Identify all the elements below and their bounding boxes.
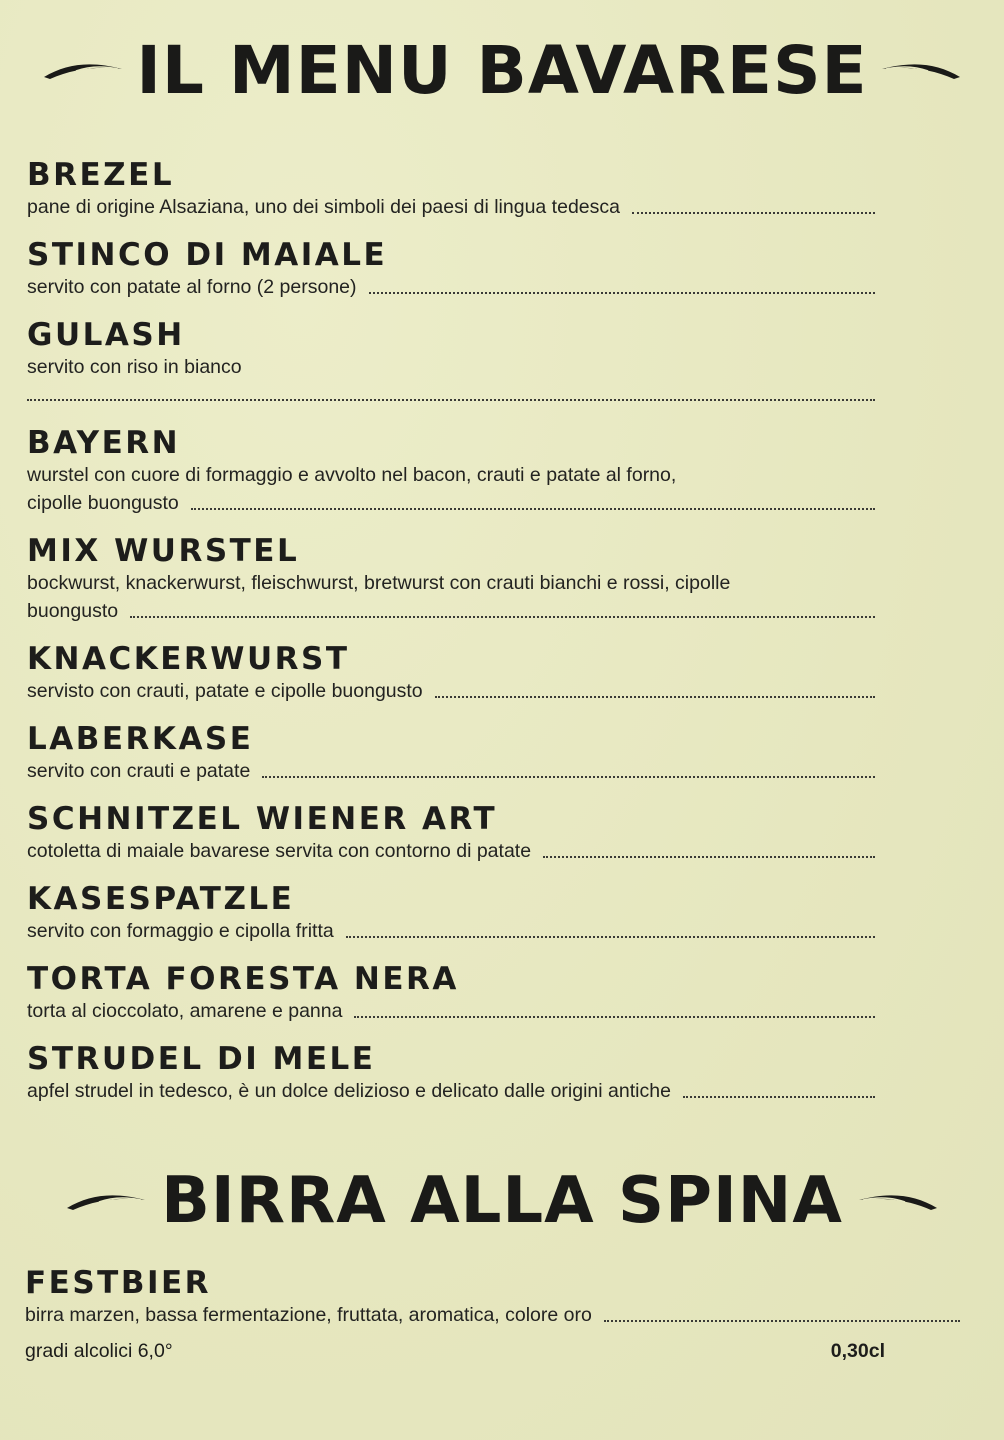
item-description-text: buongusto <box>27 600 119 622</box>
beer-name: FESTBIER <box>25 1265 212 1301</box>
dot-leader <box>604 1320 960 1322</box>
right-swash-ornament <box>880 57 962 83</box>
menu-item <box>27 533 875 625</box>
menu-item <box>27 157 875 221</box>
menu-item <box>27 317 875 401</box>
item-description <box>27 997 875 1025</box>
dot-leader <box>191 508 875 510</box>
item-description-text: bockwurst, knackerwurst, fleischwurst, bretwurst con crauti bianchi e rossi, cipolle <box>27 572 731 594</box>
item-description-text: torta al cioccolato, amarene e panna <box>27 1000 343 1022</box>
item-name: BAYERN <box>27 425 181 461</box>
item-name: SCHNITZEL WIENER ART <box>27 801 498 837</box>
dot-leader <box>632 212 875 214</box>
item-name: STRUDEL DI MELE <box>27 1041 376 1077</box>
dot-leader <box>683 1096 875 1098</box>
dot-leader <box>543 856 875 858</box>
item-name: STINCO DI MAIALE <box>27 237 388 273</box>
item-description-text: wurstel con cuore di formaggio e avvolto nel bacon, crauti e patate al forno, <box>27 464 677 486</box>
item-name: LABERKASE <box>27 721 254 757</box>
beer-title: BIRRA ALLA SPINA <box>161 1164 843 1238</box>
item-description-text: apfel strudel in tedesco, è un dolce delizioso e delicato dalle origini antiche <box>27 1080 671 1102</box>
item-description <box>27 273 875 301</box>
item-description-text: servito con crauti e patate <box>27 760 251 782</box>
menu-item <box>27 881 875 945</box>
menu-item <box>27 961 875 1025</box>
dot-leader <box>369 292 875 294</box>
item-name: KNACKERWURST <box>27 641 350 677</box>
dot-leader <box>262 776 875 778</box>
menu-item <box>27 1041 875 1105</box>
dot-leader <box>346 936 875 938</box>
item-description <box>27 837 875 865</box>
menu-item <box>27 721 875 785</box>
item-description <box>27 677 875 705</box>
beer-description-text: birra marzen, bassa fermentazione, fruttata, aromatica, colore oro <box>25 1304 592 1326</box>
dot-leader <box>354 1016 875 1018</box>
item-description <box>27 597 875 625</box>
item-name: MIX WURSTEL <box>27 533 300 569</box>
dot-leader <box>130 616 875 618</box>
menu-item <box>27 425 875 517</box>
beer-volume: 0,30cl <box>830 1340 885 1362</box>
item-name: KASESPATZLE <box>27 881 295 917</box>
item-description-text: pane di origine Alsaziana, uno dei simboli dei paesi di lingua tedesca <box>27 196 620 218</box>
item-description-text: servito con patate al forno (2 persone) <box>27 276 357 298</box>
beer-meta <box>25 1340 885 1363</box>
item-name: GULASH <box>27 317 185 353</box>
beer-heading <box>0 1156 1004 1246</box>
dot-leader <box>435 696 875 698</box>
beer-description <box>25 1301 960 1329</box>
item-description-text: cipolle buongusto <box>27 492 179 514</box>
beer-abv: gradi alcolici 6,0° <box>25 1340 173 1362</box>
item-description <box>27 489 875 517</box>
menu-item <box>27 801 875 865</box>
item-description-text: servito con riso in bianco <box>27 356 242 378</box>
item-description <box>27 757 875 785</box>
item-description-text: servito con formaggio e cipolla fritta <box>27 920 334 942</box>
item-description <box>27 1077 875 1105</box>
left-swash-ornament <box>65 1188 147 1214</box>
menu-item <box>27 641 875 705</box>
right-swash-ornament <box>857 1188 939 1214</box>
menu-item <box>27 237 875 301</box>
left-swash-ornament <box>42 57 124 83</box>
menu-title: IL MENU BAVARESE <box>136 31 868 109</box>
item-description <box>27 917 875 945</box>
item-description <box>27 193 875 221</box>
item-name: BREZEL <box>27 157 175 193</box>
beer-item <box>25 1265 960 1329</box>
item-description-text: servisto con crauti, patate e cipolle buongusto <box>27 680 423 702</box>
dot-leader <box>27 399 875 401</box>
item-description-text: cotoletta di maiale bavarese servita con contorno di patate <box>27 840 532 862</box>
menu-heading <box>0 30 1004 110</box>
item-name: TORTA FORESTA NERA <box>27 961 459 997</box>
